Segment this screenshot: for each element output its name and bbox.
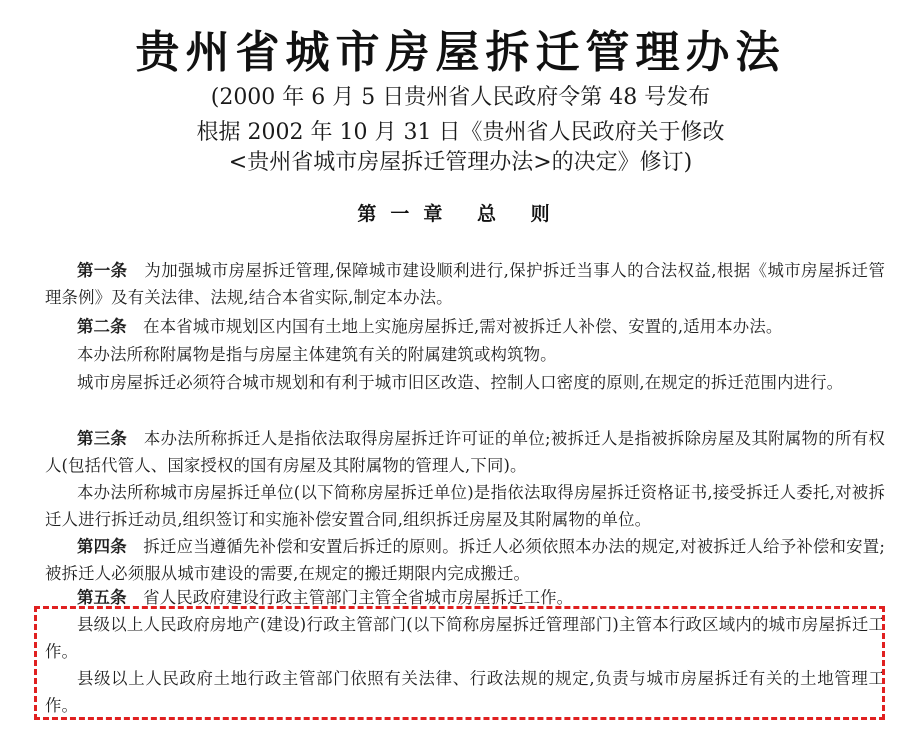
article-text: 拆迁应当遵循先补偿和安置后拆迁的原则。拆迁人必须依照本办法的规定,对被拆迁人给予补偿和安置;被拆迁人必须服从城市建设的需要,在规定的搬迁期限内完成搬迁。 (45, 537, 885, 583)
article-label: 第四条 (77, 537, 127, 556)
paragraph (45, 342, 885, 369)
document-title: 贵州省城市房屋拆迁管理办法 (135, 27, 786, 78)
subtitle-line-2: 根据 2002 年 10 月 31 日《贵州省人民政府关于修改 (196, 120, 725, 145)
chapter-heading: 第一章 总 则 (357, 203, 564, 225)
article-text: 省人民政府建设行政主管部门主管全省城市房屋拆迁工作。 (143, 588, 574, 607)
paragraph (45, 370, 885, 397)
paragraph-text: 本办法所称城市房屋拆迁单位(以下简称房屋拆迁单位)是指依法取得房屋拆迁资格证书,接受拆迁人委托,对被拆迁人进行拆迁动员,组织签订和实施补偿安置合同,组织拆迁房屋及其附属物的单位。 (45, 483, 885, 529)
article-label: 第三条 (77, 429, 128, 448)
article-4 (45, 534, 885, 587)
article-2 (45, 314, 885, 341)
paragraph (45, 480, 885, 533)
paragraph-text: 城市房屋拆迁必须符合城市规划和有利于城市旧区改造、控制人口密度的原则,在规定的拆迁范围内进行。 (77, 373, 844, 392)
paragraph-text: 县级以上人民政府土地行政主管部门依照有关法律、行政法规的规定,负责与城市房屋拆迁有关的土地管理工作。 (45, 669, 885, 715)
paragraph-text: 本办法所称附属物是指与房屋主体建筑有关的附属建筑或构筑物。 (77, 345, 557, 364)
article-label: 第五条 (77, 588, 127, 607)
paragraph-text: 县级以上人民政府房地产(建设)行政主管部门(以下简称房屋拆迁管理部门)主管本行政区域内的城市房屋拆迁工作。 (45, 615, 885, 661)
article-text: 在本省城市规划区内国有土地上实施房屋拆迁,需对被拆迁人补偿、安置的,适用本办法。 (143, 317, 783, 336)
article-label: 第一条 (77, 261, 128, 280)
article-1 (45, 258, 885, 311)
subtitle-line-3: <贵州省城市房屋拆迁管理办法>的决定》修订) (228, 150, 693, 175)
article-label: 第二条 (77, 317, 127, 336)
article-text: 为加强城市房屋拆迁管理,保障城市建设顺利进行,保护拆迁当事人的合法权益,根据《城市房屋拆迁管理条例》及有关法律、法规,结合本省实际,制定本办法。 (45, 261, 885, 307)
article-3 (45, 426, 885, 479)
article-text: 本办法所称拆迁人是指依法取得房屋拆迁许可证的单位;被拆迁人是指被拆除房屋及其附属物的所有权人(包括代管人、国家授权的国有房屋及其附属物的管理人,下同)。 (45, 429, 885, 475)
subtitle-line-1: (2000 年 6 月 5 日贵州省人民政府令第 48 号发布 (210, 85, 711, 110)
highlight-annotation-box (34, 606, 885, 720)
